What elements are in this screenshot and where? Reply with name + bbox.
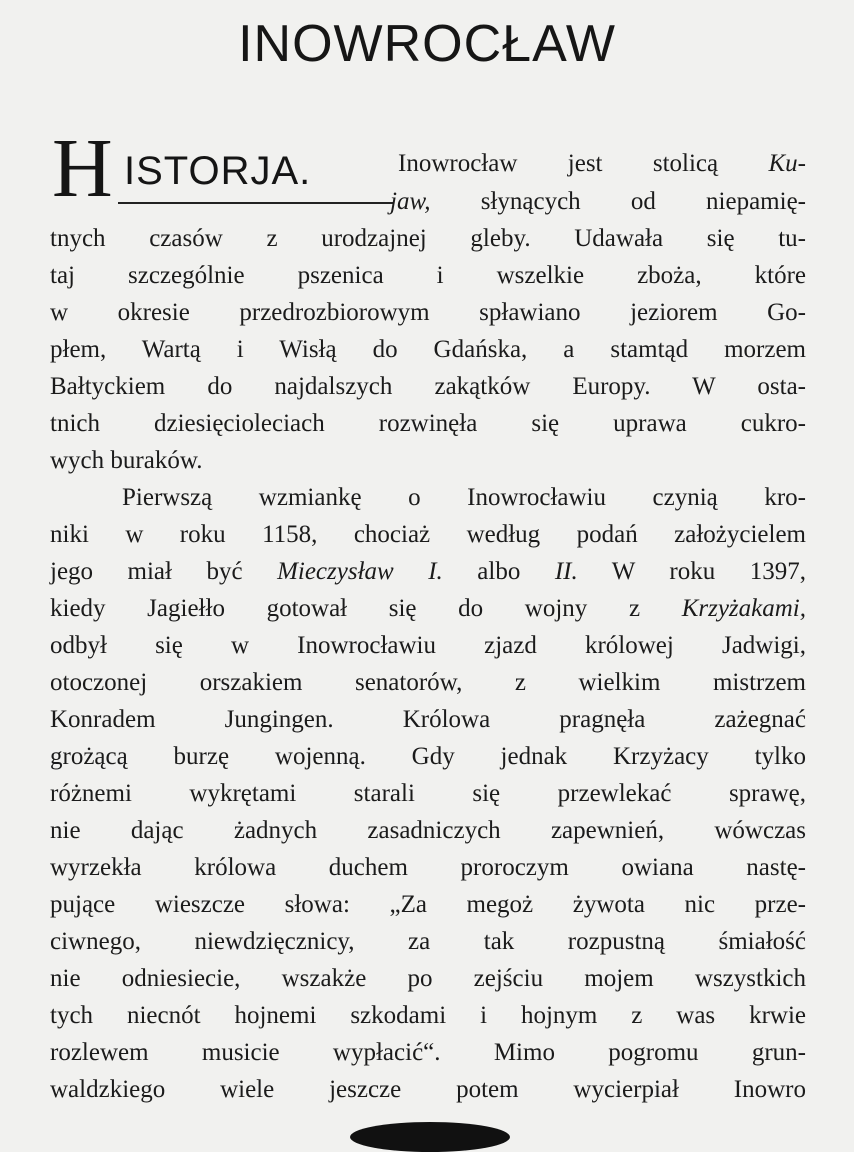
heading-underline [118, 202, 394, 204]
text-segment: grożącą burzę wojenną. Gdy jednak Krzyżacy tylko [50, 743, 806, 770]
text-line [50, 667, 806, 699]
text-segment: taj szczególnie pszenica i wszelkie zboża, które [50, 262, 806, 289]
drop-cap: H [52, 122, 113, 215]
text-segment: Pierwszą wzmiankę o Inowrocławiu czynią kro- [122, 484, 806, 511]
screen-edge-shadow [350, 1122, 510, 1152]
text-line [50, 1000, 806, 1032]
text-segment: rozlewem musicie wypłacić“. Mimo pogromu grun- [50, 1039, 806, 1066]
text-segment: płem, Wartą i Wisłą do Gdańska, a stamtąd morzem [50, 336, 806, 363]
italic-name: Krzyżakami, [681, 595, 806, 622]
italic-name: Mieczysław I. [277, 558, 443, 585]
text-segment: ciwnego, niewdzięcznicy, za tak rozpustną śmiałość [50, 928, 806, 955]
text-segment: nie odniesiecie, wszakże po zejściu mojem wszystkich [50, 965, 806, 992]
text-segment: otoczonej orszakiem senatorów, z wielkim mistrzem [50, 669, 806, 696]
text-segment: jego miał być [50, 558, 278, 585]
text-line [50, 815, 806, 847]
italic-name: II. [554, 558, 578, 585]
text-segment: różnemi wykrętami starali się przewlekać sprawę, [50, 780, 806, 807]
italic-name: Ku- [768, 150, 806, 177]
text-line [50, 593, 806, 625]
text-segment: w okresie przedrozbiorowym spławiano jeziorem Go- [50, 299, 806, 326]
section-heading-text: ISTORJA. [124, 149, 312, 193]
text-line [50, 741, 806, 773]
text-segment: wych buraków. [50, 447, 203, 474]
text-segment: kiedy Jagiełło gotował się do wojny z [50, 595, 682, 622]
text-line [50, 1037, 806, 1069]
text-line [50, 260, 806, 292]
text-line [50, 778, 806, 810]
text-segment: tnich dziesięcioleciach rozwinęła się uprawa cukro- [50, 410, 806, 437]
text-line [50, 556, 806, 588]
text-line [50, 963, 806, 995]
text-segment: nie dając żadnych zasadniczych zapewnień, wówczas [50, 817, 806, 844]
text-line [50, 1074, 806, 1106]
italic-name: jaw, [390, 188, 431, 215]
text-segment: albo [442, 558, 555, 585]
text-line [50, 371, 806, 403]
text-segment: wyrzekła królowa duchem proroczym owiana nastę- [50, 854, 806, 881]
text-line [50, 704, 806, 736]
text-line [50, 334, 806, 366]
text-segment: pujące wieszcze słowa: „Za megoż żywota nic prze- [50, 891, 806, 918]
text-line [50, 926, 806, 958]
text-line [50, 852, 806, 884]
text-line [122, 482, 806, 514]
text-line [398, 148, 806, 180]
text-segment: niki w roku 1158, chociaż według podań założycielem [50, 521, 806, 548]
text-line [50, 519, 806, 551]
text-line [390, 186, 806, 218]
text-segment: W roku 1397, [577, 558, 806, 585]
page-title: INOWROCŁAW [238, 15, 616, 73]
text-line [50, 297, 806, 329]
text-segment: Inowrocław jest stolicą [398, 150, 769, 177]
text-line [50, 889, 806, 921]
text-segment: Konradem Jungingen. Królowa pragnęła zażegnać [50, 706, 806, 733]
text-segment: odbył się w Inowrocławiu zjazd królowej Jadwigi, [50, 632, 806, 659]
text-segment: słynących od niepamię- [430, 188, 806, 215]
text-segment: tnych czasów z urodzajnej gleby. Udawała się tu- [50, 225, 806, 252]
text-line [50, 630, 806, 662]
text-line [50, 445, 250, 477]
section-heading [50, 122, 360, 215]
text-segment: Bałtyckiem do najdalszych zakątków Europy. W osta- [50, 373, 806, 400]
text-segment: tych niecnót hojnemi szkodami i hojnym z was krwie [50, 1002, 806, 1029]
text-line [50, 223, 806, 255]
text-line [50, 408, 806, 440]
text-segment: waldzkiego wiele jeszcze potem wycierpiał Inowro [50, 1076, 806, 1103]
